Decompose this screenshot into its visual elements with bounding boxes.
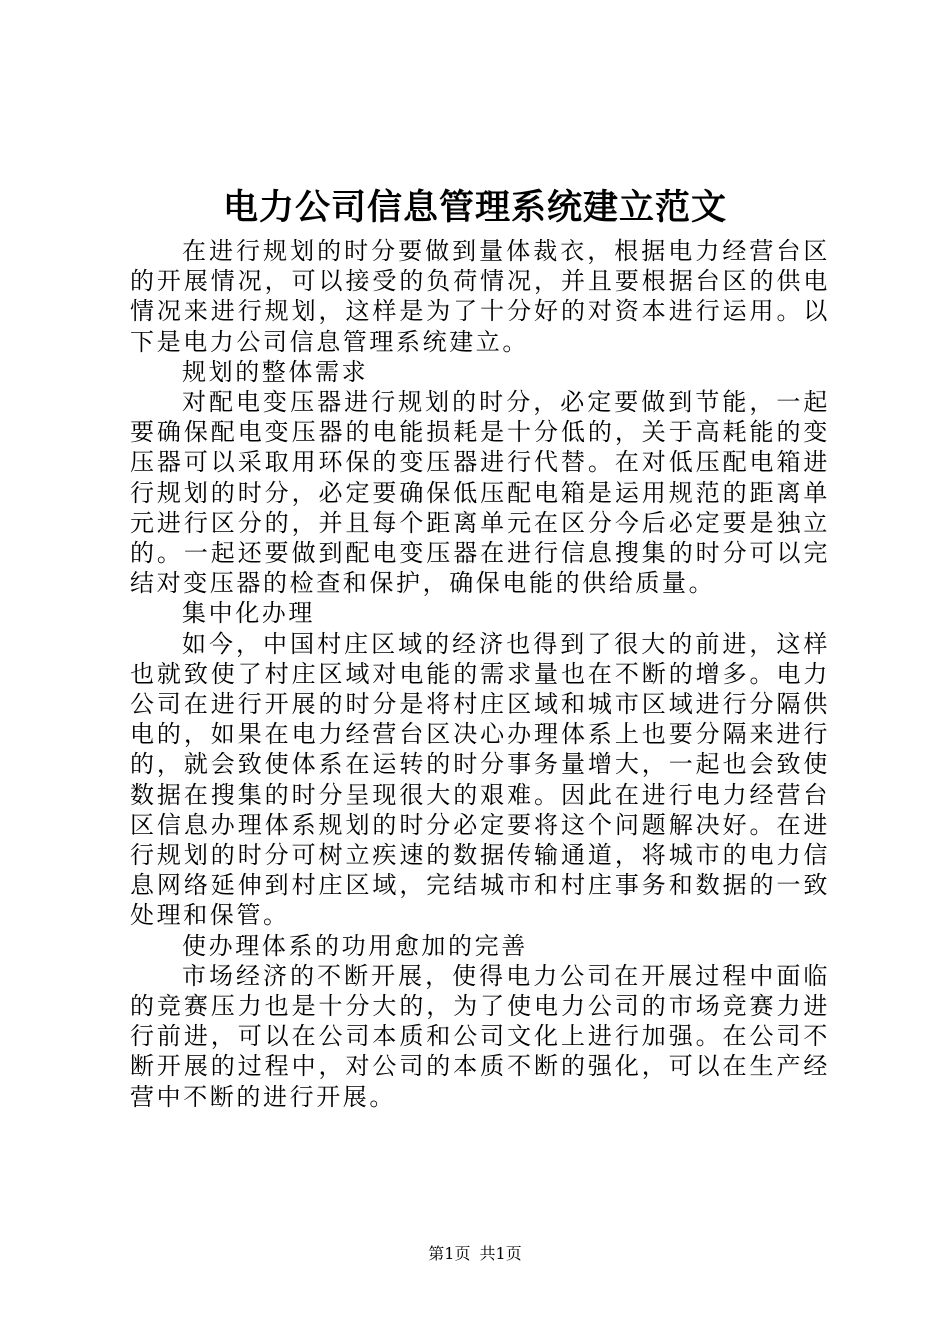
body-paragraph: 市场经济的不断开展，使得电力公司在开展过程中面临的竞赛压力也是十分大的，为了使电力公司的市场竞赛力进行前进，可以在公司本质和公司文化上进行加强。在公司不断开展的过程中，对公司的本质不断的强化，可以在生产经营中不断的进行开展。 bbox=[130, 961, 830, 1111]
body-paragraph: 如今，中国村庄区域的经济也得到了很大的前进，这样也就致使了村庄区域对电能的需求量也在不断的增多。电力公司在进行开展的时分是将村庄区域和城市区域进行分隔供电的，如果在电力经营台区决心办理体系上也要分隔来进行的，就会致使体系在运转的时分事务量增大，一起也会致使数据在搜集的时分呈现很大的艰难。因此在进行电力经营台区信息办理体系规划的时分必定要将这个问题解决好。在进行规划的时分可树立疾速的数据传输通道，将城市的电力信息网络延伸到村庄区域，完结城市和村庄事务和数据的一致处理和保管。 bbox=[130, 629, 830, 930]
body-paragraph: 对配电变压器进行规划的时分，必定要做到节能，一起要确保配电变压器的电能损耗是十分低的，关于高耗能的变压器可以采取用环保的变压器进行代替。在对低压配电箱进行规划的时分，必定要确保低压配电箱是运用规范的距离单元进行区分的，并且每个距离单元在区分今后必定要是独立的。一起还要做到配电变压器在进行信息搜集的时分可以完结对变压器的检查和保护，确保电能的供给质量。 bbox=[130, 388, 830, 598]
document-title: 电力公司信息管理系统建立范文 bbox=[222, 187, 727, 228]
page-number: 第1页 bbox=[428, 1244, 471, 1263]
page-total: 共1页 bbox=[479, 1244, 522, 1263]
document-body bbox=[130, 236, 830, 1112]
section-heading: 集中化办理 bbox=[182, 599, 315, 628]
intro-paragraph: 在进行规划的时分要做到量体裁衣，根据电力经营台区的开展情况，可以接受的负荷情况，并且要根据台区的供电情况来进行规划，这样是为了十分好的对资本进行运用。以下是电力公司信息管理系统建立。 bbox=[130, 237, 830, 356]
page-footer bbox=[0, 1243, 950, 1265]
section-heading: 规划的整体需求 bbox=[182, 357, 369, 386]
section-heading: 使办理体系的功用愈加的完善 bbox=[182, 931, 528, 960]
